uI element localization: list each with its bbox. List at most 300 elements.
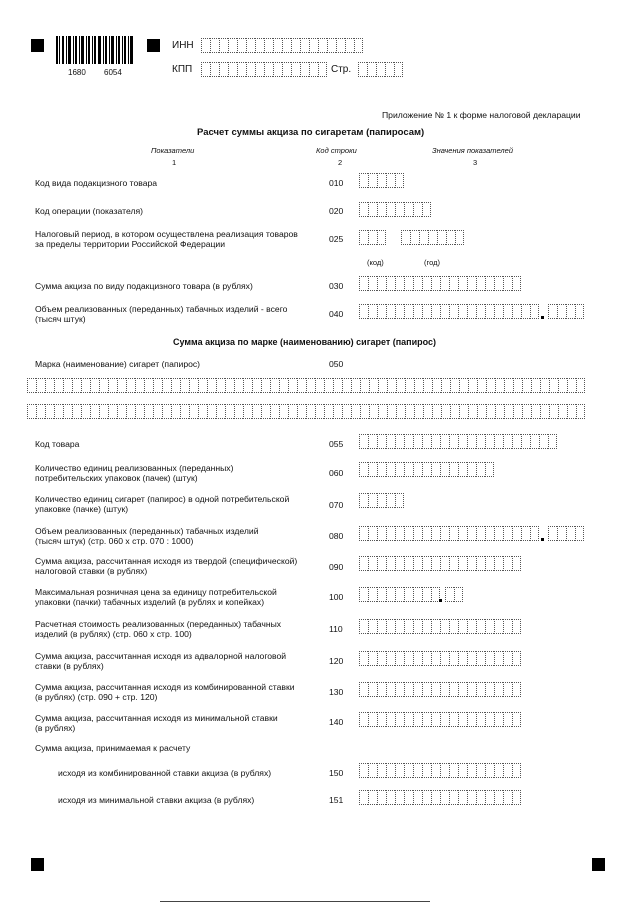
- input-cell[interactable]: [413, 790, 422, 805]
- input-cell[interactable]: [567, 404, 576, 419]
- input-cell[interactable]: [359, 202, 368, 217]
- input-cell[interactable]: [359, 526, 368, 541]
- input-cell[interactable]: [395, 682, 404, 697]
- input-cell[interactable]: [395, 587, 404, 602]
- input-cell[interactable]: [237, 38, 246, 53]
- input-cell[interactable]: [360, 404, 369, 419]
- input-cell[interactable]: [72, 378, 81, 393]
- input-cell[interactable]: [422, 462, 431, 477]
- input-cell[interactable]: [395, 304, 404, 319]
- input-cell[interactable]: [171, 404, 180, 419]
- input-cell[interactable]: [549, 378, 558, 393]
- input-cell[interactable]: [368, 619, 377, 634]
- input-cell[interactable]: [153, 378, 162, 393]
- input-cell[interactable]: [458, 682, 467, 697]
- input-cell[interactable]: [359, 304, 368, 319]
- input-cell[interactable]: [367, 62, 376, 77]
- input-cell[interactable]: [45, 404, 54, 419]
- input-cell[interactable]: [386, 462, 395, 477]
- input-cell[interactable]: [99, 404, 108, 419]
- input-cell[interactable]: [90, 404, 99, 419]
- field-151[interactable]: [359, 790, 521, 805]
- input-cell[interactable]: [467, 304, 476, 319]
- input-cell[interactable]: [117, 378, 126, 393]
- input-cell[interactable]: [234, 404, 243, 419]
- field-030[interactable]: [359, 276, 521, 291]
- input-cell[interactable]: [485, 619, 494, 634]
- field-150[interactable]: [359, 763, 521, 778]
- input-cell[interactable]: [386, 526, 395, 541]
- input-cell[interactable]: [309, 38, 318, 53]
- input-cell[interactable]: [395, 619, 404, 634]
- input-cell[interactable]: [485, 276, 494, 291]
- input-cell[interactable]: [201, 62, 210, 77]
- input-cell[interactable]: [476, 526, 485, 541]
- input-cell[interactable]: [422, 712, 431, 727]
- input-cell[interactable]: [531, 404, 540, 419]
- input-cell[interactable]: [504, 404, 513, 419]
- input-cell[interactable]: [126, 404, 135, 419]
- input-cell[interactable]: [422, 587, 431, 602]
- input-cell[interactable]: [485, 790, 494, 805]
- input-cell[interactable]: [410, 230, 419, 245]
- input-cell[interactable]: [512, 276, 521, 291]
- input-cell[interactable]: [216, 378, 225, 393]
- field-055[interactable]: [359, 434, 557, 449]
- input-cell[interactable]: [324, 404, 333, 419]
- input-cell[interactable]: [210, 62, 219, 77]
- input-cell[interactable]: [279, 378, 288, 393]
- input-cell[interactable]: [395, 712, 404, 727]
- input-cell[interactable]: [54, 404, 63, 419]
- input-cell[interactable]: [449, 276, 458, 291]
- input-cell[interactable]: [273, 38, 282, 53]
- input-cell[interactable]: [144, 378, 153, 393]
- input-cell[interactable]: [530, 526, 539, 541]
- input-cell[interactable]: [431, 556, 440, 571]
- field-090[interactable]: [359, 556, 521, 571]
- input-cell[interactable]: [428, 230, 437, 245]
- input-cell[interactable]: [386, 276, 395, 291]
- input-cell[interactable]: [422, 651, 431, 666]
- input-cell[interactable]: [467, 556, 476, 571]
- input-cell[interactable]: [36, 378, 45, 393]
- input-cell[interactable]: [455, 230, 464, 245]
- input-cell[interactable]: [413, 462, 422, 477]
- input-cell[interactable]: [476, 682, 485, 697]
- input-cell[interactable]: [467, 462, 476, 477]
- input-cell[interactable]: [404, 434, 413, 449]
- input-cell[interactable]: [422, 526, 431, 541]
- input-cell[interactable]: [404, 763, 413, 778]
- input-cell[interactable]: [368, 682, 377, 697]
- input-cell[interactable]: [458, 526, 467, 541]
- input-cell[interactable]: [404, 556, 413, 571]
- input-cell[interactable]: [377, 619, 386, 634]
- field-025-code[interactable]: [359, 230, 386, 245]
- input-cell[interactable]: [513, 378, 522, 393]
- input-cell[interactable]: [386, 682, 395, 697]
- input-cell[interactable]: [477, 404, 486, 419]
- input-cell[interactable]: [291, 62, 300, 77]
- input-cell[interactable]: [431, 434, 440, 449]
- input-cell[interactable]: [315, 378, 324, 393]
- field-080-integer[interactable]: [359, 526, 539, 541]
- input-cell[interactable]: [162, 378, 171, 393]
- input-cell[interactable]: [446, 230, 455, 245]
- input-cell[interactable]: [297, 404, 306, 419]
- input-cell[interactable]: [458, 304, 467, 319]
- input-cell[interactable]: [396, 404, 405, 419]
- input-cell[interactable]: [449, 462, 458, 477]
- field-100-kopecks[interactable]: [445, 587, 463, 602]
- input-cell[interactable]: [243, 404, 252, 419]
- input-cell[interactable]: [385, 62, 394, 77]
- input-cell[interactable]: [441, 404, 450, 419]
- input-cell[interactable]: [458, 619, 467, 634]
- input-cell[interactable]: [300, 62, 309, 77]
- input-cell[interactable]: [198, 378, 207, 393]
- input-cell[interactable]: [27, 404, 36, 419]
- field-020[interactable]: [359, 202, 431, 217]
- input-cell[interactable]: [395, 763, 404, 778]
- input-cell[interactable]: [264, 38, 273, 53]
- input-cell[interactable]: [395, 526, 404, 541]
- input-cell[interactable]: [387, 404, 396, 419]
- input-cell[interactable]: [368, 651, 377, 666]
- input-cell[interactable]: [306, 378, 315, 393]
- input-cell[interactable]: [377, 712, 386, 727]
- input-cell[interactable]: [368, 556, 377, 571]
- input-cell[interactable]: [27, 378, 36, 393]
- field-070[interactable]: [359, 493, 404, 508]
- input-cell[interactable]: [171, 378, 180, 393]
- input-cell[interactable]: [458, 763, 467, 778]
- input-cell[interactable]: [476, 619, 485, 634]
- input-cell[interactable]: [422, 619, 431, 634]
- input-cell[interactable]: [359, 556, 368, 571]
- input-cell[interactable]: [368, 230, 377, 245]
- input-cell[interactable]: [440, 462, 449, 477]
- input-cell[interactable]: [386, 556, 395, 571]
- input-cell[interactable]: [386, 202, 395, 217]
- input-cell[interactable]: [386, 619, 395, 634]
- input-cell[interactable]: [458, 651, 467, 666]
- field-050-line1[interactable]: [27, 378, 585, 393]
- input-cell[interactable]: [368, 304, 377, 319]
- input-cell[interactable]: [404, 462, 413, 477]
- input-cell[interactable]: [377, 173, 386, 188]
- input-cell[interactable]: [395, 556, 404, 571]
- input-cell[interactable]: [494, 434, 503, 449]
- input-cell[interactable]: [386, 651, 395, 666]
- input-cell[interactable]: [359, 434, 368, 449]
- input-cell[interactable]: [378, 404, 387, 419]
- input-cell[interactable]: [377, 276, 386, 291]
- input-cell[interactable]: [336, 38, 345, 53]
- input-cell[interactable]: [512, 434, 521, 449]
- input-cell[interactable]: [81, 378, 90, 393]
- field-120[interactable]: [359, 651, 521, 666]
- input-cell[interactable]: [318, 38, 327, 53]
- input-cell[interactable]: [395, 462, 404, 477]
- input-cell[interactable]: [377, 230, 386, 245]
- input-cell[interactable]: [99, 378, 108, 393]
- input-cell[interactable]: [557, 526, 566, 541]
- input-cell[interactable]: [503, 619, 512, 634]
- input-cell[interactable]: [431, 276, 440, 291]
- input-cell[interactable]: [198, 404, 207, 419]
- input-cell[interactable]: [234, 378, 243, 393]
- input-cell[interactable]: [216, 404, 225, 419]
- input-cell[interactable]: [512, 682, 521, 697]
- input-cell[interactable]: [368, 493, 377, 508]
- input-cell[interactable]: [324, 378, 333, 393]
- input-cell[interactable]: [449, 682, 458, 697]
- input-cell[interactable]: [413, 619, 422, 634]
- input-cell[interactable]: [386, 763, 395, 778]
- kpp-field[interactable]: [201, 62, 327, 77]
- input-cell[interactable]: [368, 462, 377, 477]
- input-cell[interactable]: [503, 651, 512, 666]
- input-cell[interactable]: [144, 404, 153, 419]
- input-cell[interactable]: [431, 619, 440, 634]
- input-cell[interactable]: [521, 434, 530, 449]
- input-cell[interactable]: [449, 790, 458, 805]
- input-cell[interactable]: [404, 790, 413, 805]
- input-cell[interactable]: [422, 556, 431, 571]
- input-cell[interactable]: [219, 62, 228, 77]
- input-cell[interactable]: [540, 404, 549, 419]
- field-130[interactable]: [359, 682, 521, 697]
- input-cell[interactable]: [404, 202, 413, 217]
- input-cell[interactable]: [512, 556, 521, 571]
- field-010[interactable]: [359, 173, 404, 188]
- input-cell[interactable]: [467, 651, 476, 666]
- input-cell[interactable]: [440, 682, 449, 697]
- input-cell[interactable]: [270, 404, 279, 419]
- input-cell[interactable]: [264, 62, 273, 77]
- input-cell[interactable]: [548, 304, 557, 319]
- input-cell[interactable]: [440, 712, 449, 727]
- input-cell[interactable]: [368, 712, 377, 727]
- input-cell[interactable]: [449, 526, 458, 541]
- input-cell[interactable]: [485, 651, 494, 666]
- input-cell[interactable]: [368, 276, 377, 291]
- input-cell[interactable]: [333, 378, 342, 393]
- input-cell[interactable]: [467, 682, 476, 697]
- input-cell[interactable]: [521, 526, 530, 541]
- input-cell[interactable]: [63, 378, 72, 393]
- input-cell[interactable]: [359, 651, 368, 666]
- page-number-field[interactable]: [358, 62, 403, 77]
- input-cell[interactable]: [449, 712, 458, 727]
- input-cell[interactable]: [414, 404, 423, 419]
- input-cell[interactable]: [485, 526, 494, 541]
- input-cell[interactable]: [246, 38, 255, 53]
- input-cell[interactable]: [413, 587, 422, 602]
- input-cell[interactable]: [72, 404, 81, 419]
- input-cell[interactable]: [404, 304, 413, 319]
- input-cell[interactable]: [201, 38, 210, 53]
- field-025-year[interactable]: [401, 230, 464, 245]
- input-cell[interactable]: [486, 404, 495, 419]
- input-cell[interactable]: [327, 38, 336, 53]
- input-cell[interactable]: [503, 526, 512, 541]
- input-cell[interactable]: [575, 304, 584, 319]
- input-cell[interactable]: [252, 404, 261, 419]
- input-cell[interactable]: [445, 587, 454, 602]
- input-cell[interactable]: [81, 404, 90, 419]
- input-cell[interactable]: [404, 712, 413, 727]
- input-cell[interactable]: [368, 526, 377, 541]
- input-cell[interactable]: [431, 526, 440, 541]
- input-cell[interactable]: [359, 493, 368, 508]
- input-cell[interactable]: [522, 378, 531, 393]
- input-cell[interactable]: [476, 304, 485, 319]
- input-cell[interactable]: [309, 62, 318, 77]
- input-cell[interactable]: [512, 651, 521, 666]
- input-cell[interactable]: [422, 202, 431, 217]
- input-cell[interactable]: [414, 378, 423, 393]
- input-cell[interactable]: [432, 404, 441, 419]
- input-cell[interactable]: [521, 304, 530, 319]
- input-cell[interactable]: [485, 434, 494, 449]
- input-cell[interactable]: [431, 682, 440, 697]
- input-cell[interactable]: [395, 173, 404, 188]
- input-cell[interactable]: [485, 712, 494, 727]
- input-cell[interactable]: [243, 378, 252, 393]
- input-cell[interactable]: [359, 619, 368, 634]
- input-cell[interactable]: [422, 304, 431, 319]
- input-cell[interactable]: [395, 651, 404, 666]
- input-cell[interactable]: [422, 682, 431, 697]
- input-cell[interactable]: [440, 304, 449, 319]
- input-cell[interactable]: [395, 434, 404, 449]
- input-cell[interactable]: [117, 404, 126, 419]
- input-cell[interactable]: [458, 790, 467, 805]
- input-cell[interactable]: [449, 304, 458, 319]
- input-cell[interactable]: [405, 378, 414, 393]
- input-cell[interactable]: [512, 526, 521, 541]
- input-cell[interactable]: [504, 378, 513, 393]
- input-cell[interactable]: [441, 378, 450, 393]
- input-cell[interactable]: [404, 651, 413, 666]
- input-cell[interactable]: [494, 790, 503, 805]
- input-cell[interactable]: [450, 378, 459, 393]
- input-cell[interactable]: [476, 763, 485, 778]
- field-140[interactable]: [359, 712, 521, 727]
- input-cell[interactable]: [458, 556, 467, 571]
- input-cell[interactable]: [387, 378, 396, 393]
- input-cell[interactable]: [377, 682, 386, 697]
- input-cell[interactable]: [413, 651, 422, 666]
- inn-field[interactable]: [201, 38, 363, 53]
- field-100-rubles[interactable]: [359, 587, 440, 602]
- input-cell[interactable]: [273, 62, 282, 77]
- input-cell[interactable]: [404, 682, 413, 697]
- input-cell[interactable]: [512, 790, 521, 805]
- input-cell[interactable]: [359, 712, 368, 727]
- input-cell[interactable]: [494, 763, 503, 778]
- input-cell[interactable]: [228, 62, 237, 77]
- input-cell[interactable]: [36, 404, 45, 419]
- input-cell[interactable]: [485, 763, 494, 778]
- input-cell[interactable]: [503, 682, 512, 697]
- input-cell[interactable]: [368, 434, 377, 449]
- input-cell[interactable]: [467, 276, 476, 291]
- input-cell[interactable]: [512, 304, 521, 319]
- input-cell[interactable]: [476, 462, 485, 477]
- input-cell[interactable]: [458, 434, 467, 449]
- field-040-fraction[interactable]: [548, 304, 584, 319]
- input-cell[interactable]: [333, 404, 342, 419]
- input-cell[interactable]: [503, 276, 512, 291]
- input-cell[interactable]: [575, 526, 584, 541]
- input-cell[interactable]: [404, 587, 413, 602]
- input-cell[interactable]: [413, 763, 422, 778]
- input-cell[interactable]: [432, 378, 441, 393]
- input-cell[interactable]: [282, 62, 291, 77]
- input-cell[interactable]: [386, 434, 395, 449]
- input-cell[interactable]: [396, 378, 405, 393]
- input-cell[interactable]: [566, 526, 575, 541]
- input-cell[interactable]: [378, 378, 387, 393]
- input-cell[interactable]: [405, 404, 414, 419]
- input-cell[interactable]: [539, 434, 548, 449]
- input-cell[interactable]: [468, 404, 477, 419]
- input-cell[interactable]: [413, 434, 422, 449]
- input-cell[interactable]: [513, 404, 522, 419]
- input-cell[interactable]: [404, 526, 413, 541]
- field-080-fraction[interactable]: [548, 526, 584, 541]
- input-cell[interactable]: [359, 276, 368, 291]
- input-cell[interactable]: [494, 556, 503, 571]
- input-cell[interactable]: [576, 378, 585, 393]
- input-cell[interactable]: [377, 304, 386, 319]
- input-cell[interactable]: [395, 790, 404, 805]
- input-cell[interactable]: [189, 404, 198, 419]
- input-cell[interactable]: [431, 462, 440, 477]
- input-cell[interactable]: [386, 173, 395, 188]
- input-cell[interactable]: [351, 404, 360, 419]
- input-cell[interactable]: [485, 682, 494, 697]
- input-cell[interactable]: [422, 434, 431, 449]
- input-cell[interactable]: [180, 404, 189, 419]
- input-cell[interactable]: [246, 62, 255, 77]
- input-cell[interactable]: [449, 763, 458, 778]
- input-cell[interactable]: [358, 62, 367, 77]
- input-cell[interactable]: [180, 378, 189, 393]
- input-cell[interactable]: [486, 378, 495, 393]
- input-cell[interactable]: [228, 38, 237, 53]
- field-050-line2[interactable]: [27, 404, 585, 419]
- input-cell[interactable]: [359, 763, 368, 778]
- input-cell[interactable]: [558, 378, 567, 393]
- input-cell[interactable]: [306, 404, 315, 419]
- input-cell[interactable]: [210, 38, 219, 53]
- input-cell[interactable]: [458, 276, 467, 291]
- input-cell[interactable]: [377, 493, 386, 508]
- input-cell[interactable]: [261, 378, 270, 393]
- input-cell[interactable]: [342, 378, 351, 393]
- input-cell[interactable]: [377, 763, 386, 778]
- input-cell[interactable]: [449, 651, 458, 666]
- input-cell[interactable]: [368, 202, 377, 217]
- input-cell[interactable]: [126, 378, 135, 393]
- field-040-integer[interactable]: [359, 304, 539, 319]
- input-cell[interactable]: [449, 434, 458, 449]
